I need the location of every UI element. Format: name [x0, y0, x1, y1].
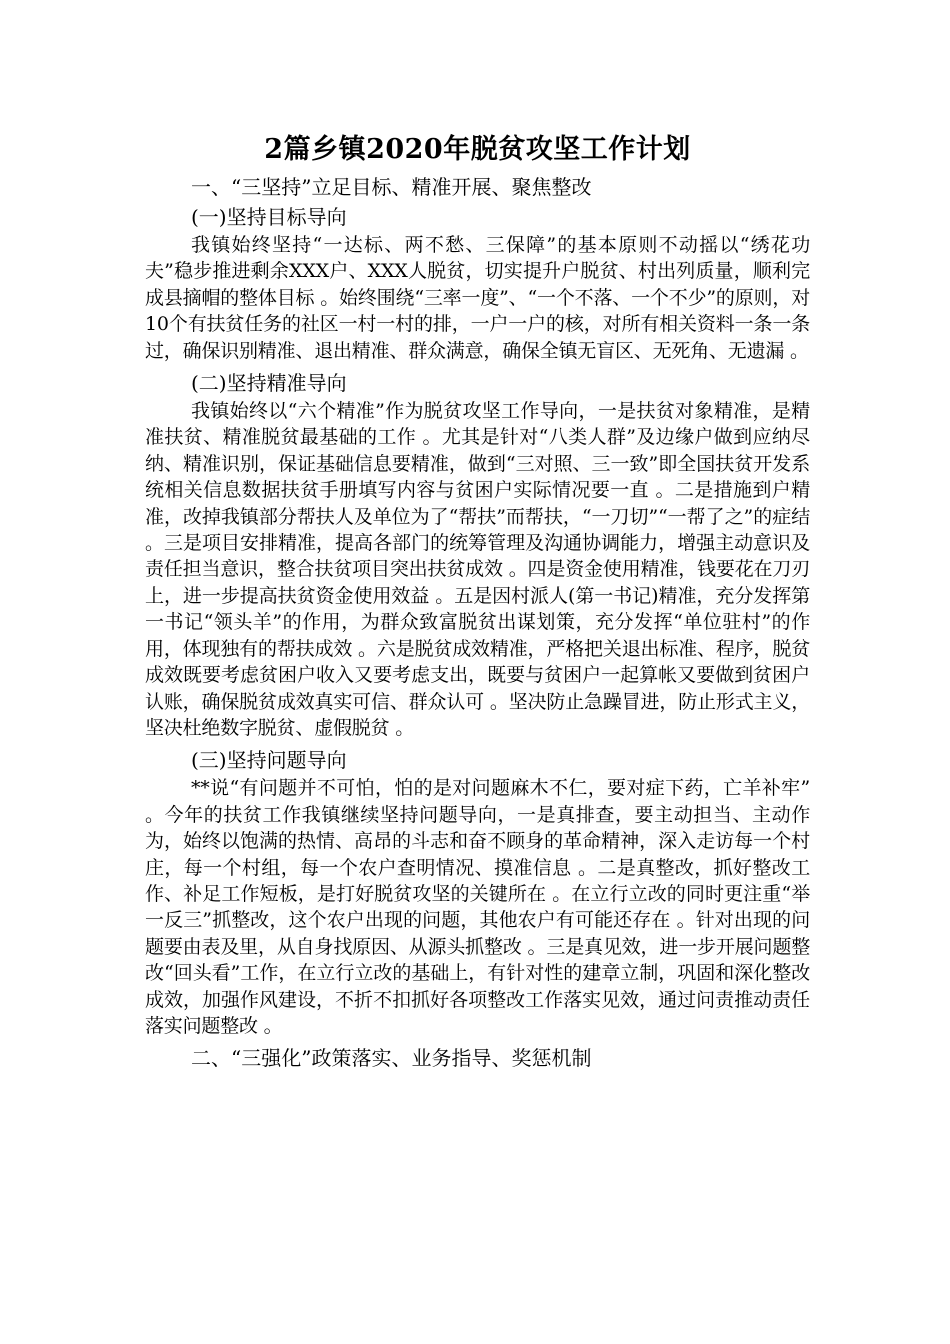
subsection-3-heading: (三)坚持问题导向 [191, 748, 347, 773]
subsection-1-heading: (一)坚持目标导向 [191, 205, 347, 229]
subsection-2-heading: (二)坚持精准导向 [191, 371, 347, 396]
document-title: 2篇乡镇2020年脱贫攻坚工作计划 [264, 134, 691, 165]
section-2-heading: 二、“三强化”政策落实、业务指导、奖惩机制 [191, 1046, 592, 1071]
document-page [145, 128, 810, 1073]
section-1-heading: 一、“三坚持”立足目标、精准开展、聚焦整改 [191, 175, 592, 199]
subsection-1-paragraph: 我镇始终坚持“一达标、两不愁、三保障”的基本原则不动摇以“绣花功夫”稳步推进剩余XXX户、XXX人脱贫，切实提升户脱贫、村出列质量，顺利完成县摘帽的整体目标 。始终围绕“三率一度”、“一个不落、一个不少”的原则，对10个有扶贫任务的社区一村一村的排，一户一户的核，对所有相关资料一条一条过，确保识别精准、退出精准、群众满意，确保全镇无盲区、无死角、无遗漏 。 [145, 234, 810, 362]
subsection-2-paragraph: 我镇始终以“六个精准”作为脱贫攻坚工作导向，一是扶贫对象精准，是精准扶贫、精准脱贫最基础的工作 。尤其是针对“八类人群”及边缘户做到应纳尽纳、精准识别，保证基础信息要精准，做到“三对照、三一致”即全国扶贫开发系统相关信息数据扶贫手册填写内容与贫困户实际情况要一直 。二是措施到户精准，改掉我镇部分帮扶人及单位为了“帮扶”而帮扶，“一刀切”“一帮了之”的症结 。三是项目安排精准，提高各部门的统筹管理及沟通协调能力，增强主动意识及责任担当意识，整合扶贫项目突出扶贫成效 。四是资金使用精准，钱要花在刀刃上，进一步提高扶贫资金使用效益 。五是因村派人(第一书记)精准，充分发挥第一书记“领头羊”的作用，为群众致富脱贫出谋划策，充分发挥“单位驻村”的作用，体现独有的帮扶成效 。六是脱贫成效精准，严格把关退出标准、程序，脱贫成效既要考虑贫困户收入又要考虑支出，既要与贫困户一起算帐又要做到贫困户认账，确保脱贫成效真实可信、群众认可 。坚决防止急躁冒进，防止形式主义，坚决杜绝数字脱贫、虚假脱贫 。 [145, 400, 810, 739]
subsection-3-paragraph: **说“有问题并不可怕，怕的是对问题麻木不仁，要对症下药，亡羊补牢” 。今年的扶贫工作我镇继续坚持问题导向，一是真排查，要主动担当、主动作为，始终以饱满的热情、高昂的斗志和奋不顾身的革命精神，深入走访每一个村庄，每一个村组，每一个农户查明情况、摸准信息 。二是真整改，抓好整改工作、补足工作短板，是打好脱贫攻坚的关键所在 。在立行立改的同时更注重“举一反三”抓整改，这个农户出现的问题，其他农户有可能还存在 。针对出现的问题要由表及里，从自身找原因、从源头抓整改 。三是真见效，进一步开展问题整改“回头看”工作，在立行立改的基础上，有针对性的建章立制，巩固和深化整改成效，加强作风建设，不折不扣抓好各项整改工作落实见效，通过问责推动责任落实问题整改 。 [145, 777, 810, 1037]
